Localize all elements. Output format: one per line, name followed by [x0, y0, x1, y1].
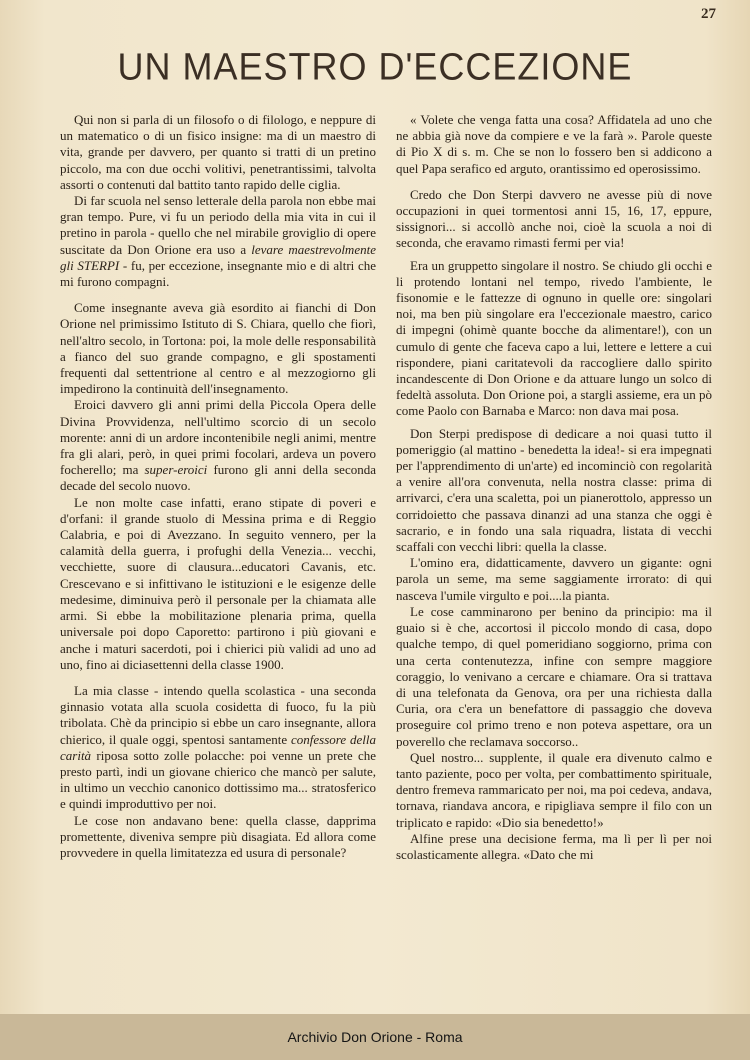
text-run: - fu, per eccezione, insegnante mio e di altri che mi furono compagni.	[60, 257, 376, 290]
paragraph	[60, 397, 376, 494]
text-run: riposa sotto zolle polacche: poi venne un prete che presto partì, indi un giovane chierico che mancò per salute, in ultimo un vecchio canonico dottissimo ma... stratosferico e quindi improduttivo per noi.	[60, 747, 376, 812]
emphasis: super-eroici	[144, 462, 208, 478]
paragraph: Come insegnante aveva già esordito ai fianchi di Don Orione nel primissimo Istituto di S. Chiara, quello che fiorì, nell'altro secolo, in Tortona: poi, la mole delle responsabilità a fianco del suo grande compagno, e gli spostamenti frequenti dal settentrione al centro e al mezzogiorno gli impedirono la continuità dell'insegnamento.	[60, 300, 376, 397]
emphasis: confessore della carità	[60, 731, 376, 763]
paragraph	[60, 193, 376, 290]
paragraph: L'omino era, didatticamente, davvero un gigante: ogni parola un seme, ma seme saggiamente irrorato: di qui nasceva l'umile virgulto e poi....la pianta.	[396, 555, 712, 603]
right-column	[396, 112, 712, 992]
text-run: Di far scuola nel senso letterale della parola non ebbe mai gran tempo. Pure, vi fu un periodo della mia vita in cui il pretino in parola - quello che nel mirabile groviglio di opere suscitate da Don Orione era uso a	[60, 193, 376, 257]
paragraph: Le cose camminarono per benino da principio: ma il guaio si è che, accortosi il piccolo mondo di casa, dopo qualche tempo, di quel pomeridiano soggiorno, prima con una certa contenutezza, infine con sempre maggiore coraggio, lo venivano a cercare e chiamare. Ora si trattava di una telefonata da Genova, ora per una richiesta dalla Curia, ora c'era un benefattore di passaggio che doveva proseguire col primo treno e non poteva aspettare, ora un poverello che reclamava soccorso..	[396, 603, 712, 749]
paragraph: Le non molte case infatti, erano stipate di poveri e d'orfani: il grande stuolo di Messina prima e di Reggio Calabria, e poi di Avezzano. In seguito vennero, per la calamità della guerra, i profughi della Venezia... vecchi, vecchiette, suore di clausura...educatori Cavanis, etc. Crescevano e si infittivano le istituzioni e le esigenze delle medesime, diminuiva però il personale per la chiamata alle armi. Si ebbe la mobilitazione plenaria prima, quella universale poi dopo Caporetto: partirono i più giovani e anche i maturi sacerdoti, poi i chierici più validi ad uno ad uno, fino ai diciasettenni della classe 1900.	[60, 494, 376, 672]
article-title: UN MAESTRO D'ECCEZIONE	[117, 44, 633, 88]
text-run: furono gli anni della seconda decade del secolo nuovo.	[60, 462, 376, 494]
text-run: La mia classe - intendo quella scolastica - una seconda ginnasio votata alla scuola cosidetta di fuoco, fu la più tribolata. Chè da principio si ebbe un caro insegnante, allora chierico, il quale oggi, spentosi santamente	[60, 682, 376, 747]
paragraph: Alfine prese una decisione ferma, ma lì per lì per noi scolasticamente allegra. «Dato che mi	[396, 830, 712, 862]
page-number: 27	[701, 6, 716, 22]
left-column	[60, 112, 376, 992]
paragraph: « Volete che venga fatta una cosa? Affidatela ad uno che ne abbia già nove da compiere e ve la farà ». Parole queste di Pio X di s. m. Che se non lo fossero ben si addicono a quel Papa serafico ed arguto, orantissimo ed operosissimo.	[396, 112, 712, 176]
paragraph: Credo che Don Sterpi davvero ne avesse più di nove occupazioni in quei tormentosi anni 15, 16, 17, eppure, sissignori... si accollò anche noi, cioè la scuola a noi di seconda, che eravamo rimasti fermi per via!	[396, 186, 712, 251]
paragraph: Don Sterpi predispose di dedicare a noi quasi tutto il pomeriggio (al mattino - benedetta la idea!- si era impegnati per l'apprendimento di un'arte) ed incominciò con regolarità a venire all'ora convenuta, nella nostra classe: prima di arrivarci, c'era una scaletta, poi un pianerottolo, appresso un corridoietto che passava dinanzi ad una stanza che oggi è sacrario, e in fondo una sala riquadra, listata di vecchi scaffali con vecchi libri: quella la classe.	[396, 425, 712, 555]
paragraph: Qui non si parla di un filosofo o di filologo, e neppure di un matematico o di un fisico insigne: ma di un maestro di vita, grande per davvero, per quanto si tratti di un pretino piccolo, ma con due occhi volitivi, penetrantissimi, talvolta assorti o contenuti dal battito tanto rapido delle ciglia.	[60, 112, 376, 192]
archive-label: Archivio Don Orione - Roma	[287, 1029, 463, 1045]
paragraph	[60, 683, 376, 813]
archive-footer	[0, 1014, 750, 1060]
emphasis: levare maestrevolmente gli STERPI	[60, 241, 376, 273]
paragraph: Era un gruppetto singolare il nostro. Se chiudo gli occhi e li protendo lontani nel tempo, rivedo l'ambiente, le fisonomie e le fattezze di ognuno in quelle ore: singolari noi, ma ben più singolare era l'eccezionale maestro, carico di impegni (ohimè quante bocche da alimentare!), con un cumulo di gente che faceva capo a lui, lettere e lettere a cui rispondere, piani caritatevoli da raccogliere dallo spirito incandescente di Don Orione e da attuare lungo un solco di fedeltà assoluta. Don Orione poi, a stargli assieme, era un pò come Paolo con Barnaba e Marco: non dava mai posa.	[396, 257, 712, 419]
paragraph: Le cose non andavano bene: quella classe, dapprima promettente, diveniva sempre più disagiata. Ed allora come provvedere in quella limitatezza ed usura di personale?	[60, 812, 376, 860]
article-body	[60, 112, 712, 992]
paragraph: Quel nostro... supplente, il quale era divenuto calmo e tanto paziente, poco per volta, per combattimento spirituale, dentro fremeva rammaricato per noi, ma poi cedeva, andava, tornava, riandava ancora, e ripigliava sempre il filo con un triplicato e rapido: «Dio sia benedetto!»	[396, 749, 712, 830]
text-run: Eroici davvero gli anni primi della Piccola Opera delle Divina Provvidenza, nell'ultimo scorcio di un secolo morente: anni di un ardore incontenibile negli animi, mentre fra gli alari, però, in quei primi focolari, ardeva un povero focherello; ma	[60, 397, 376, 478]
